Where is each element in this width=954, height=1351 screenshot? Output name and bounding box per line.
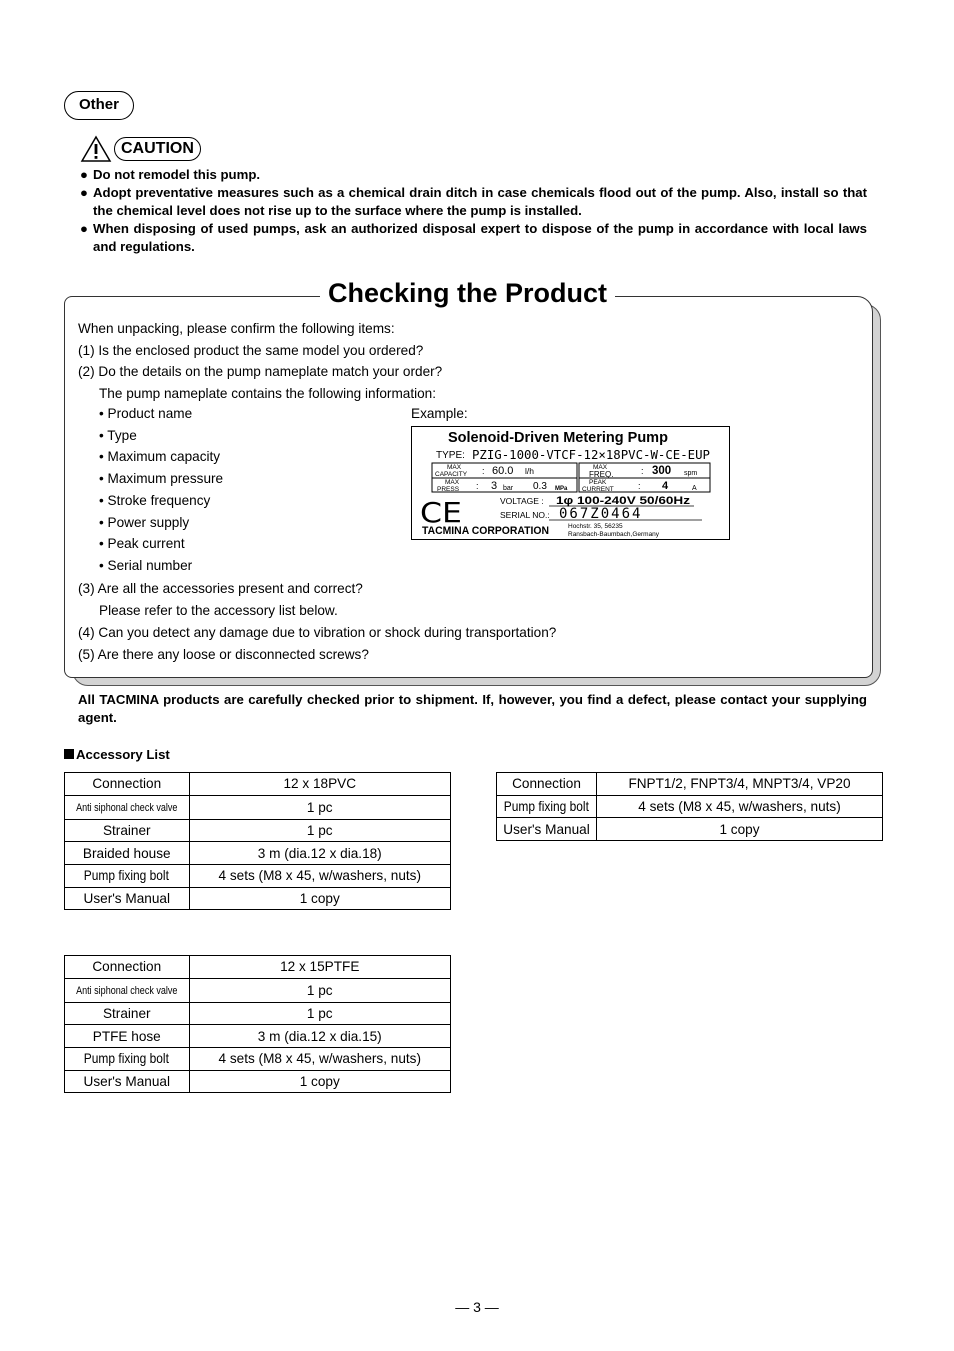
checklist-q4: (4) Can you detect any damage due to vibration or shock during transportation? <box>78 624 557 640</box>
press-value-bar: 3 <box>491 480 498 492</box>
cap-label-1: MAX <box>447 464 462 471</box>
company-name: TACMINA CORPORATION <box>422 525 550 537</box>
section-title: Checking the Product <box>320 276 615 310</box>
list-item: • Maximum capacity <box>99 449 221 465</box>
address-line-2: Ransbach-Baumbach,Germany <box>568 531 660 538</box>
bullet-icon: ● <box>80 185 88 200</box>
table-row: User's Manual 1 copy <box>497 818 883 841</box>
checklist-q3-sub: Please refer to the accessory list below. <box>99 603 338 619</box>
press-label-1: MAX <box>445 479 460 486</box>
table-row: User's Manual 1 copy <box>65 887 451 910</box>
accessory-table-1 <box>64 772 451 910</box>
press-unit-mpa: MPa <box>555 486 568 492</box>
list-item: • Serial number <box>99 557 193 573</box>
cur-unit: A <box>692 485 697 492</box>
nameplate-type-value: PZIG-1000-VTCF-12×18PVC-W-CE-EUP <box>472 447 710 462</box>
table-row: PTFE hose 3 m (dia.12 x dia.15) <box>65 1025 451 1048</box>
table-row: Braided house 3 m (dia.12 x dia.18) <box>65 842 451 865</box>
table-row: Connection FNPT1/2, FNPT3/4, MNPT3/4, VP20 <box>497 773 883 796</box>
nameplate-example <box>411 426 730 540</box>
caution-item: ● Do not remodel this pump. <box>80 167 261 182</box>
accessory-table-3 <box>64 955 451 1093</box>
checklist-intro: When unpacking, please confirm the following items: <box>78 321 395 336</box>
bullet-icon: ● <box>80 167 88 182</box>
list-item: • Type <box>99 427 137 443</box>
table-row: Anti siphonal check valve 1 pc <box>65 978 451 1002</box>
caution-list <box>80 166 867 256</box>
table-row: Strainer 1 pc <box>65 1002 451 1025</box>
table-row: Strainer 1 pc <box>65 819 451 842</box>
list-item: • Power supply <box>99 514 190 530</box>
table-row: Connection 12 x 18PVC <box>65 773 451 796</box>
serial-label: SERIAL NO.: <box>500 510 550 520</box>
page-number: — 3 — <box>455 1299 499 1315</box>
svg-text::: : <box>638 481 641 491</box>
section-label-other: Other <box>64 91 134 120</box>
address-line-1: Hochstr. 35, 56235 <box>568 523 623 530</box>
freq-label-1: MAX <box>593 464 608 471</box>
press-label-2: PRESS <box>437 486 460 493</box>
table-row: Pump fixing bolt 4 sets (M8 x 45, w/washers, nuts) <box>65 1048 451 1071</box>
cap-unit: l/h <box>525 466 534 476</box>
example-label: Example: <box>411 406 468 421</box>
voltage-label: VOLTAGE : <box>500 496 544 506</box>
svg-text::: : <box>476 481 479 491</box>
caution-item: ● When disposing of used pumps, ask an authorized disposal expert to dispose of the pump in accordance with local laws and regulations. <box>80 221 867 254</box>
serial-value: 067Z0464 <box>559 506 643 522</box>
nameplate-info-list <box>99 403 223 577</box>
freq-value: 300 <box>652 465 672 477</box>
cap-label-2: CAPACITY <box>435 471 468 478</box>
checklist-q2-sub: The pump nameplate contains the following information: <box>99 386 437 402</box>
svg-text::: : <box>641 466 644 476</box>
nameplate-title: Solenoid-Driven Metering Pump <box>448 430 668 446</box>
nameplate-drawing <box>412 427 729 539</box>
cur-label-1: PEAK <box>589 479 607 486</box>
warning-icon <box>80 135 112 163</box>
table-row: Anti siphonal check valve 1 pc <box>65 795 451 819</box>
table-row: Pump fixing bolt 4 sets (M8 x 45, w/washers, nuts) <box>497 795 883 818</box>
cur-label-2: CURRENT <box>582 486 614 493</box>
ce-mark: CE <box>420 496 462 529</box>
voltage-value: 1φ 100-240V 50/60Hz <box>556 495 691 507</box>
press-unit-bar: bar <box>503 485 514 492</box>
list-item: • Peak current <box>99 536 185 552</box>
nameplate-type-label: TYPE: <box>436 450 465 461</box>
table-row: Pump fixing bolt 4 sets (M8 x 45, w/washers, nuts) <box>65 865 451 888</box>
checklist-q1: (1) Is the enclosed product the same model you ordered? <box>78 342 424 358</box>
list-item: • Stroke frequency <box>99 492 211 508</box>
list-item: • Product name <box>99 406 193 421</box>
accessory-title: Accessory List <box>64 747 170 762</box>
svg-text::: : <box>482 466 485 476</box>
inspection-notice: All TACMINA products are carefully checked prior to shipment. If, however, you find a defect, please contact your supplying agent. <box>78 692 867 725</box>
accessory-table-2 <box>496 772 883 841</box>
press-value-mpa: 0.3 <box>533 481 547 492</box>
cur-value: 4 <box>662 480 669 492</box>
checklist-q5: (5) Are there any loose or disconnected screws? <box>78 646 369 662</box>
caution-header <box>80 135 201 163</box>
bullet-icon: ● <box>80 221 88 236</box>
square-bullet-icon <box>64 749 74 759</box>
table-row: Connection 12 x 15PTFE <box>65 956 451 979</box>
checklist-q2: (2) Do the details on the pump nameplate match your order? <box>78 364 443 380</box>
table-row: User's Manual 1 copy <box>65 1070 451 1093</box>
caution-label: CAUTION <box>114 137 201 161</box>
checklist-q3: (3) Are all the accessories present and correct? <box>78 581 363 597</box>
freq-label-2: FREQ. <box>589 470 614 479</box>
caution-item: ● Adopt preventative measures such as a chemical drain ditch in case chemicals flood out of the pump. Also, install so that the chemical level does not rise up to the surface where the pump is installed. <box>80 185 867 218</box>
freq-unit: spm <box>684 470 698 477</box>
cap-value: 60.0 <box>492 465 514 477</box>
list-item: • Maximum pressure <box>99 471 224 487</box>
